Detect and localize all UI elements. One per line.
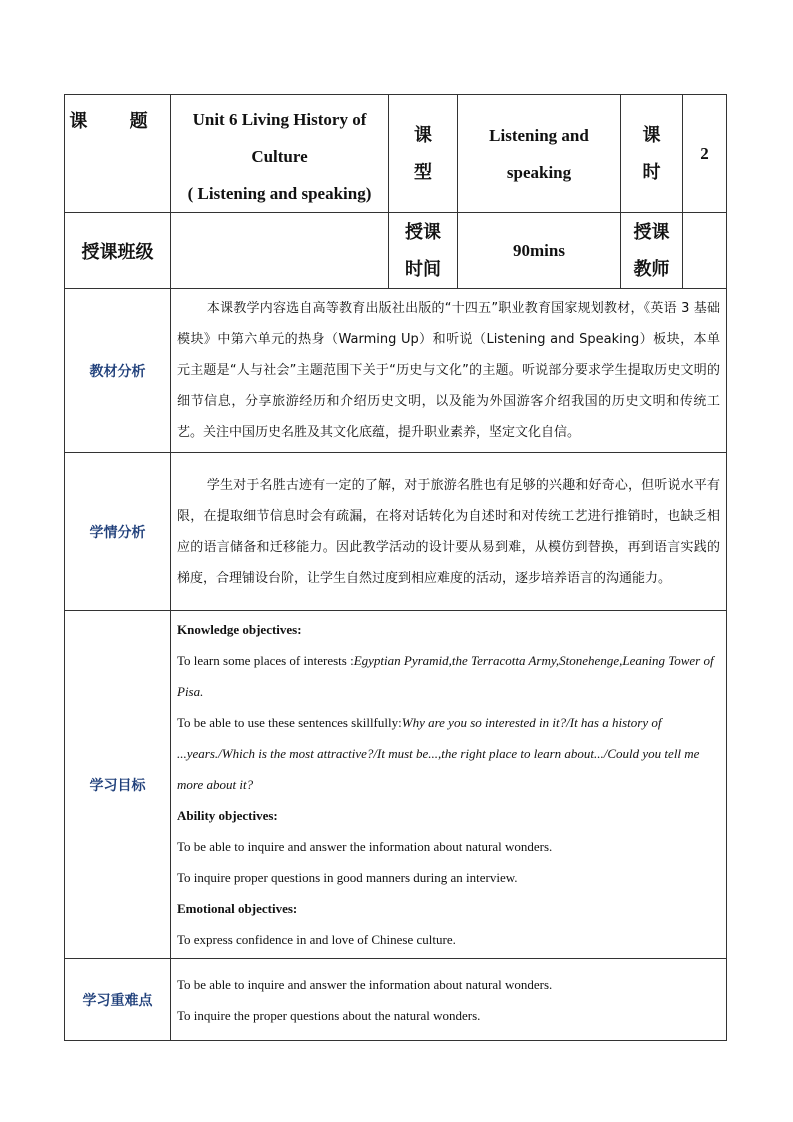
type-label-1: 课 xyxy=(414,124,432,146)
knowledge-item-2: To be able to use these sentences skillfully:Why are you so interested in it?/It has a history of ...years./Which is the most attractive?/It must be...,the right place to learn about.../Could you tell me more about it? xyxy=(177,715,700,792)
time-value: 90mins xyxy=(513,241,565,260)
header-row xyxy=(65,95,727,213)
knowledge-item-1: To learn some places of interests :Egyptian Pyramid,the Terracotta Army,Stonehenge,Leaning Tower of Pisa. xyxy=(177,653,714,699)
class-label-cell xyxy=(65,213,171,289)
class-label: 授课班级 xyxy=(81,241,154,263)
lesson-title-cell xyxy=(171,95,389,213)
keypoints-label-cell xyxy=(65,959,171,1041)
time-label-1: 授课 xyxy=(405,221,441,243)
objectives-row xyxy=(65,611,727,959)
students-text: 学生对于名胜古迹有一定的了解，对于旅游名胜也有足够的兴趣和好奇心，但听说水平有限，在提取细节信息时会有疏漏，在将对话转化为自述时和对传统工艺进行推销时，也缺乏相应的语言储备和迁移能力。因此教学活动的设计要从易到难，从模仿到替换，再到语言实践的梯度，合理铺设台阶，让学生自然过度到相应难度的活动，逐步培养语言的沟通能力。 xyxy=(177,477,720,586)
hours-value: 2 xyxy=(700,144,709,163)
hours-label-2: 时 xyxy=(642,161,661,183)
objectives-text-cell xyxy=(171,611,727,959)
hours-value-cell xyxy=(683,95,727,213)
teacher-label-1: 授课 xyxy=(633,221,670,243)
students-label: 学情分析 xyxy=(89,524,146,541)
hours-label-cell xyxy=(621,95,683,213)
lesson-title-line-3: ( Listening and speaking) xyxy=(187,184,372,203)
type-label-cell xyxy=(389,95,458,213)
emotional-heading: Emotional objectives: xyxy=(177,901,298,916)
lesson-title-line-1: Unit 6 Living History of xyxy=(192,110,367,129)
objectives-label-cell xyxy=(65,611,171,959)
type-value-1: Listening and xyxy=(489,125,589,145)
lesson-title-line-2: Culture xyxy=(251,147,308,166)
keypoints-row xyxy=(65,959,727,1041)
keypoint-2: To inquire the proper questions about the natural wonders. xyxy=(177,1008,481,1023)
type-value-cell xyxy=(458,95,621,213)
class-row xyxy=(65,213,727,289)
keypoint-1: To be able to inquire and answer the information about natural wonders. xyxy=(177,977,553,992)
emotional-item-1: To express confidence in and love of Chinese culture. xyxy=(177,932,456,947)
textbook-label: 教材分析 xyxy=(89,363,146,380)
hours-label-1: 课 xyxy=(642,124,661,146)
objectives-label: 学习目标 xyxy=(89,777,146,794)
ability-item-1: To be able to inquire and answer the information about natural wonders. xyxy=(177,839,553,854)
time-value-cell xyxy=(458,213,621,289)
time-label-2: 时间 xyxy=(405,258,441,280)
textbook-label-cell xyxy=(65,289,171,453)
type-label-2: 型 xyxy=(414,161,432,183)
textbook-text-cell xyxy=(171,289,727,453)
keypoints-label: 学习重难点 xyxy=(82,992,153,1009)
students-row xyxy=(65,453,727,611)
teacher-value-cell xyxy=(683,213,727,289)
topic-label-cell xyxy=(65,95,171,213)
students-text-cell xyxy=(171,453,727,611)
type-value-2: speaking xyxy=(506,162,572,182)
keypoints-text-cell xyxy=(171,959,727,1041)
ability-item-2: To inquire proper questions in good manners during an interview. xyxy=(177,870,518,885)
textbook-text: 本课教学内容选自高等教育出版社出版的“十四五”职业教育国家规划教材，《英语 3 基础模块》中第六单元的热身（Warming Up）和听说（Listening and Speaking）板块，本单元主题是“人与社会”主题范围下关于“历史与文化”的主题。听说部分要求学生提取历史文明的细节信息，分享旅游经历和介绍历史文明，以及能为外国游客介绍我国的历史文明和传统工艺。关注中国历史名胜及其文化底蕴，提升职业素养，坚定文化自信。 xyxy=(177,301,720,440)
knowledge-heading: Knowledge objectives: xyxy=(177,622,302,637)
students-label-cell xyxy=(65,453,171,611)
time-label-cell xyxy=(389,213,458,289)
class-value-cell xyxy=(171,213,389,289)
teacher-label-cell xyxy=(621,213,683,289)
ability-heading: Ability objectives: xyxy=(177,808,278,823)
topic-label: 课 题 xyxy=(69,111,166,132)
lesson-plan-table xyxy=(64,94,727,1041)
teacher-label-2: 教师 xyxy=(633,258,670,280)
textbook-row xyxy=(65,289,727,453)
